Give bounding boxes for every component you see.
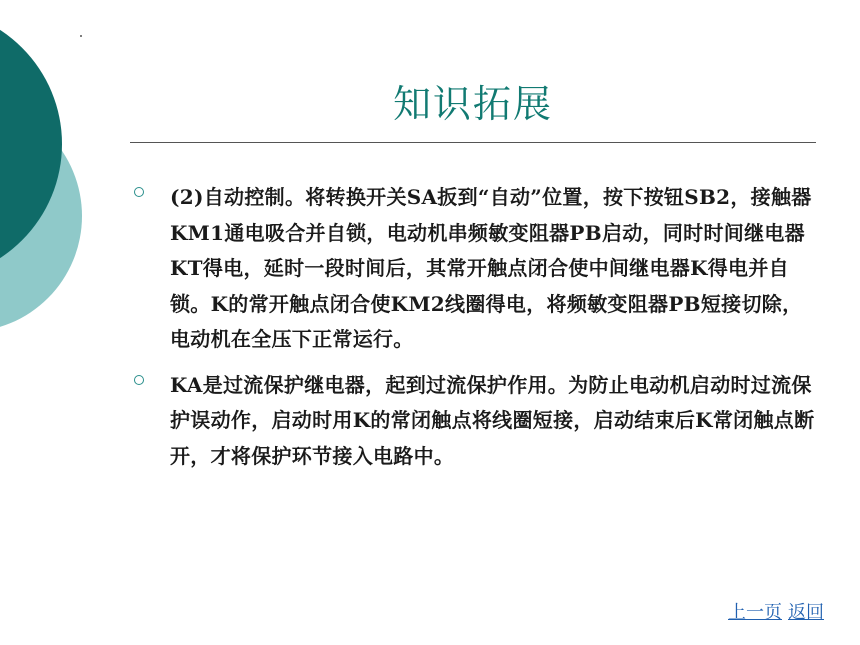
- bullet-item: [130, 180, 816, 358]
- slide-content: [130, 180, 816, 484]
- bullet-item: [130, 368, 816, 475]
- back-link[interactable]: 返回: [788, 602, 824, 623]
- prev-page-link[interactable]: 上一页: [728, 602, 782, 623]
- bullet-text: (2)自动控制。将转换开关SA扳到“自动”位置，按下按钮SB2，接触器KM1通电吸合并自锁，电动机串频敏变阻器PB启动，同时时间继电器KT得电，延时一段时间后，其常开触点闭合使中间继电器K得电并自锁。K的常开触点闭合使KM2线圈得电，将频敏变阻器PB短接切除，电动机在全压下正常运行。: [170, 185, 812, 351]
- circle-bullet-icon: [134, 375, 144, 385]
- bullet-text: KA是过流保护继电器，起到过流保护作用。为防止电动机启动时过流保护误动作，启动时用K的常闭触点将线圈短接，启动结束后K常闭触点断开，才将保护环节接入电路中。: [170, 372, 815, 468]
- slide-navigation: [728, 598, 824, 624]
- title-divider: [130, 142, 816, 143]
- decorative-dot: [80, 35, 82, 37]
- slide-title: 知识拓展: [392, 82, 553, 126]
- circle-bullet-icon: [134, 187, 144, 197]
